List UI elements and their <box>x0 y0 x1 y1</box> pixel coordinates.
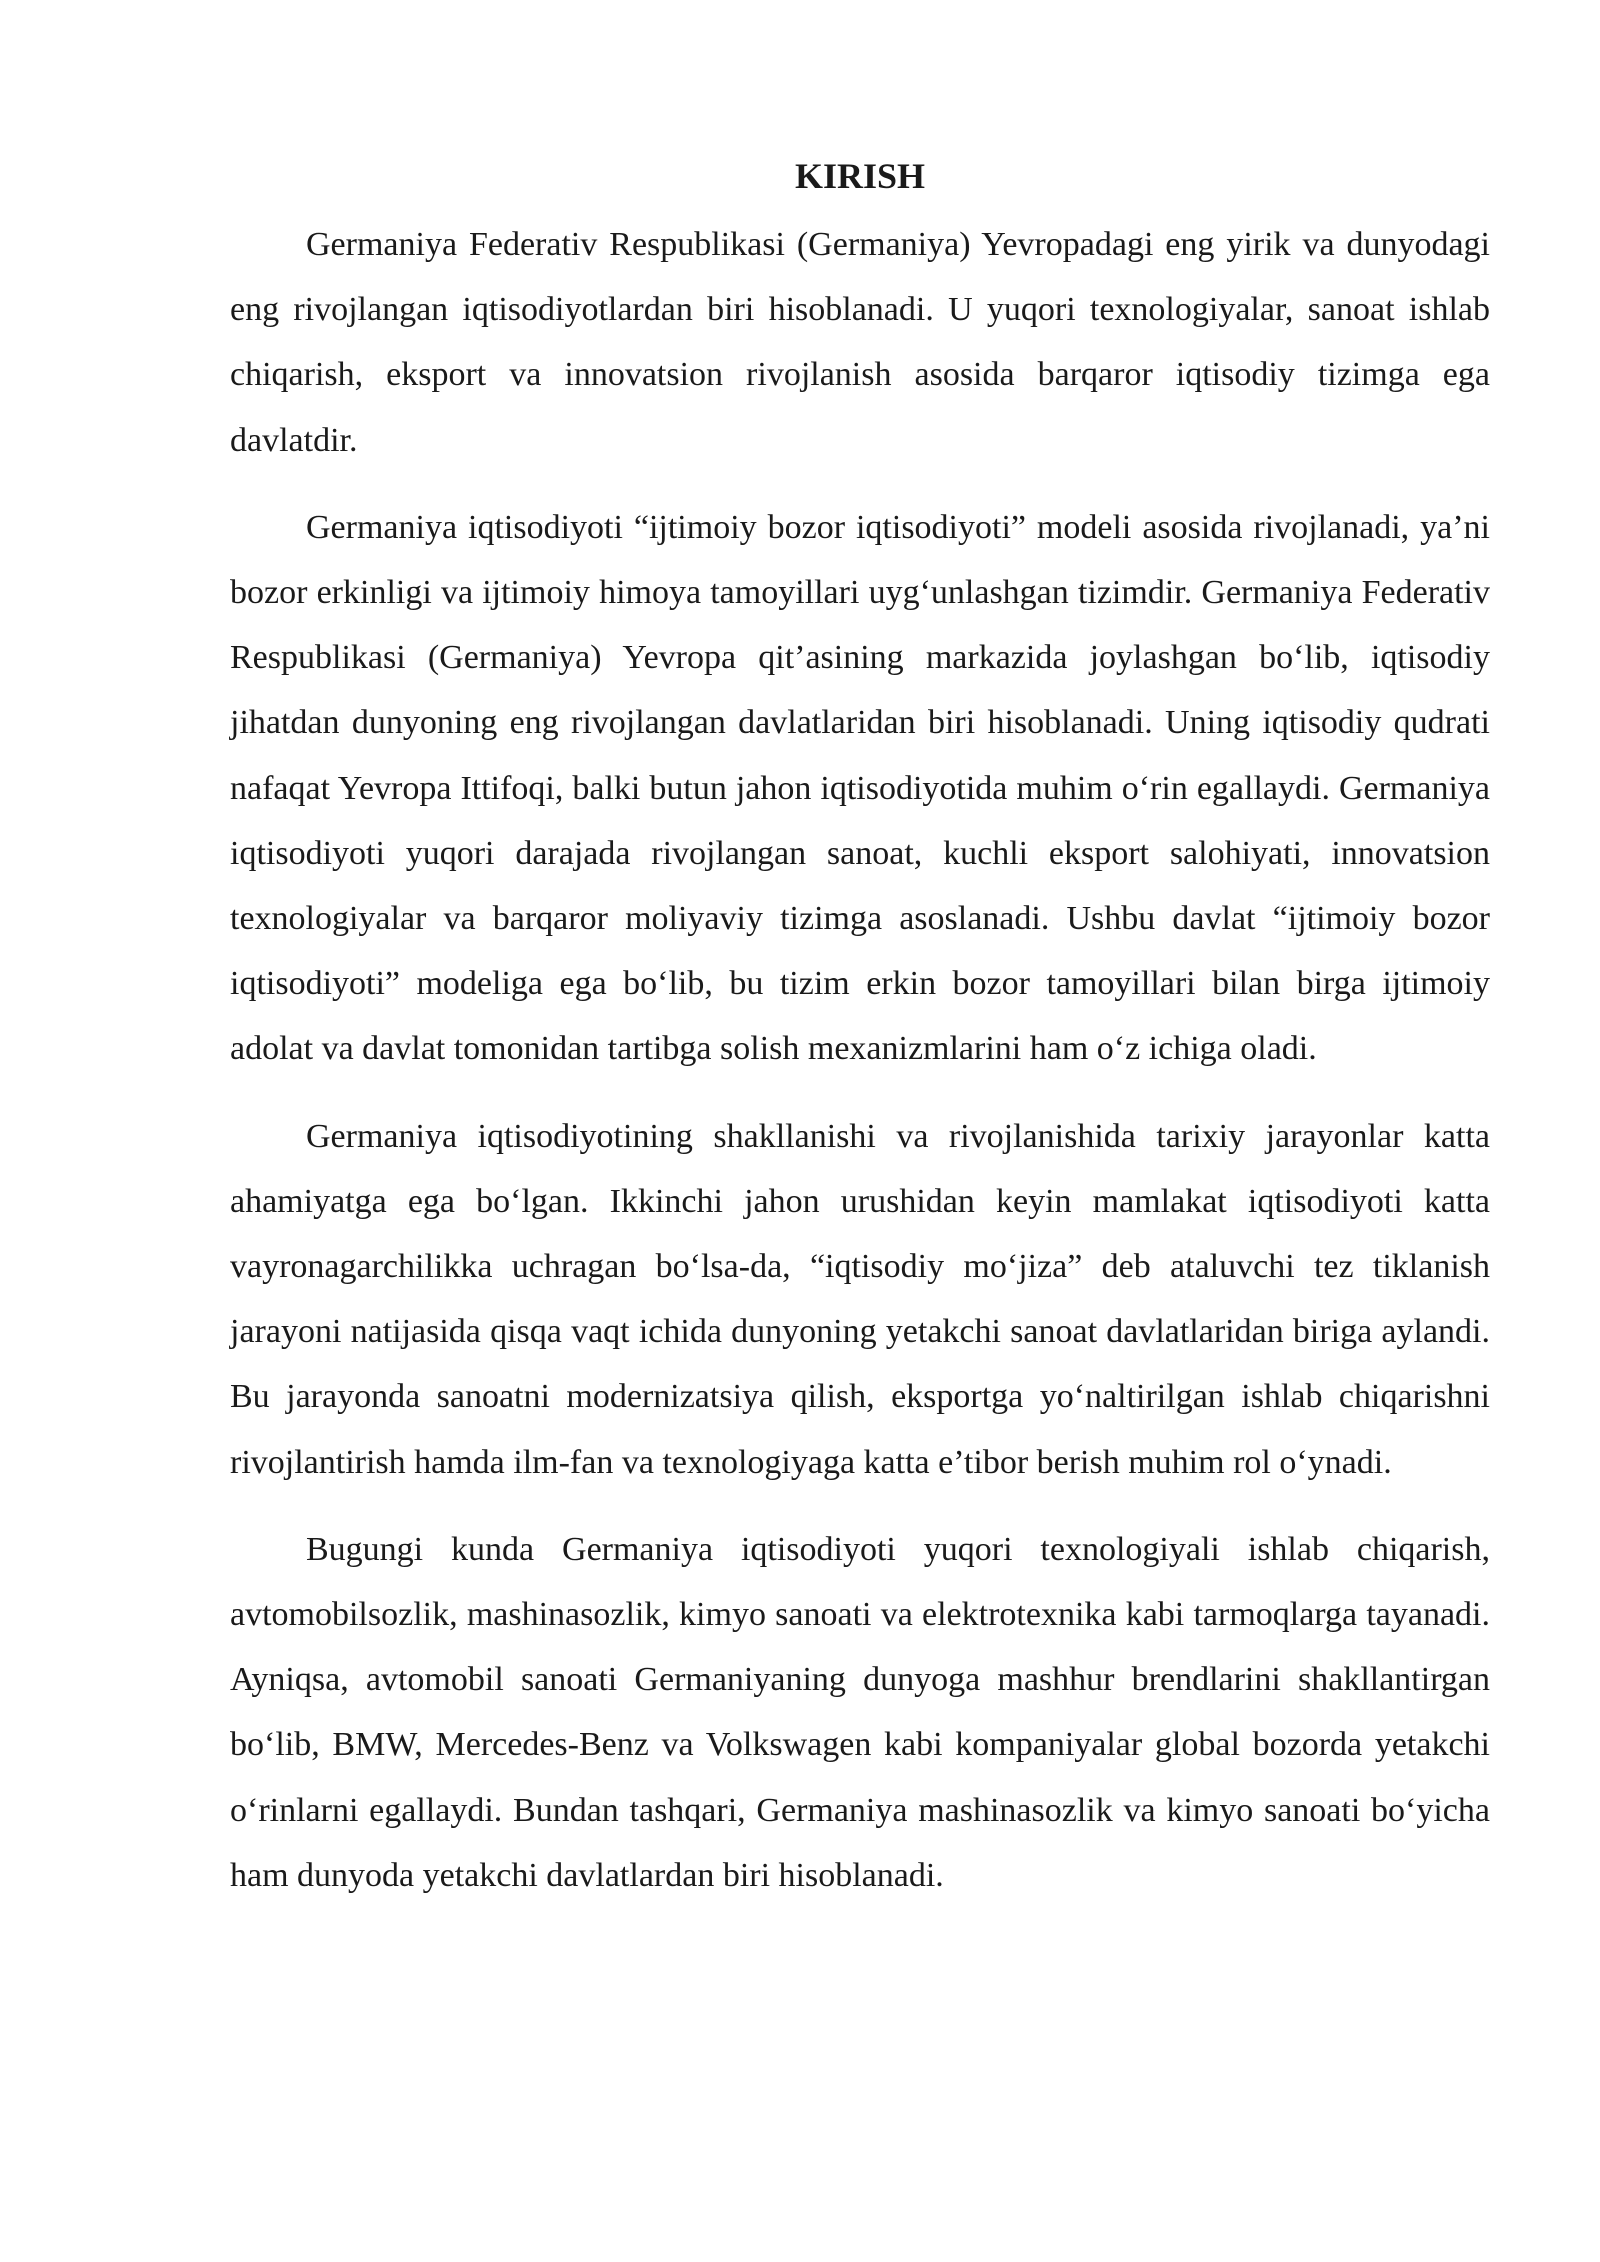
paragraph-3: Germaniya iqtisodiyotining shakllanishi va rivojlanishida tarixiy jarayonlar katta ahamiyatga ega bo‘lgan. Ikkinchi jahon urushidan keyin mamlakat iqtisodiyoti katta vayronagarchilikka uchragan bo‘lsa-da, “iqtisodiy mo‘jiza” deb ataluvchi tez tiklanish jarayoni natijasida qisqa vaqt ichida dunyoning yetakchi sanoat davlatlaridan biriga aylandi. Bu jarayonda sanoatni modernizatsiya qilish, eksportga yo‘naltirilgan ishlab chiqarishni rivojlantirish hamda ilm-fan va texnologiyaga katta e’tibor berish muhim rol o‘ynadi. <box>230 1117 1490 1481</box>
document-title: KIRISH <box>794 156 926 196</box>
paragraph-2: Germaniya iqtisodiyoti “ijtimoiy bozor iqtisodiyoti” modeli asosida rivojlanadi, ya’ni bozor erkinligi va ijtimoiy himoya tamoyillari uyg‘unlashgan tizimdir. Germaniya Federativ Respublikasi (Germaniya) Yevropa qit’asining markazida joylashgan bo‘lib, iqtisodiy jihatdan dunyoning eng rivojlangan davlatlaridan biri hisoblanadi. Uning iqtisodiy qudrati nafaqat Yevropa Ittifoqi, balki butun jahon iqtisodiyotida muhim o‘rin egallaydi. Germaniya iqtisodiyoti yuqori darajada rivojlangan sanoat, kuchli eksport salohiyati, innovatsion texnologiyalar va barqaror moliyaviy tizimga asoslanadi. Ushbu davlat “ijtimoiy bozor iqtisodiyoti” modeliga ega bo‘lib, bu tizim erkin bozor tamoyillari bilan birga ijtimoiy adolat va davlat tomonidan tartibga solish mexanizmlarini ham o‘z ichiga oladi. <box>230 508 1490 1068</box>
paragraph-1: Germaniya Federativ Respublikasi (Germaniya) Yevropadagi eng yirik va dunyodagi eng rivojlangan iqtisodiyotlardan biri hisoblanadi. U yuqori texnologiyalar, sanoat ishlab chiqarish, eksport va innovatsion rivojlanish asosida barqaror iqtisodiy tizimga ega davlatdir. <box>230 226 1490 459</box>
document-body <box>230 150 1490 1930</box>
paragraph-4: Bugungi kunda Germaniya iqtisodiyoti yuqori texnologiyali ishlab chiqarish, avtomobilsozlik, mashinasozlik, kimyo sanoati va elektrotexnika kabi tarmoqlarga tayanadi. Ayniqsa, avtomobil sanoati Germaniyaning dunyoga mashhur brendlarini shakllantirgan bo‘lib, BMW, Mercedes-Benz va Volkswagen kabi kompaniyalar global bozorda yetakchi o‘rinlarni egallaydi. Bundan tashqari, Germaniya mashinasozlik va kimyo sanoati bo‘yicha ham dunyoda yetakchi davlatlardan biri hisoblanadi. <box>230 1530 1490 1894</box>
